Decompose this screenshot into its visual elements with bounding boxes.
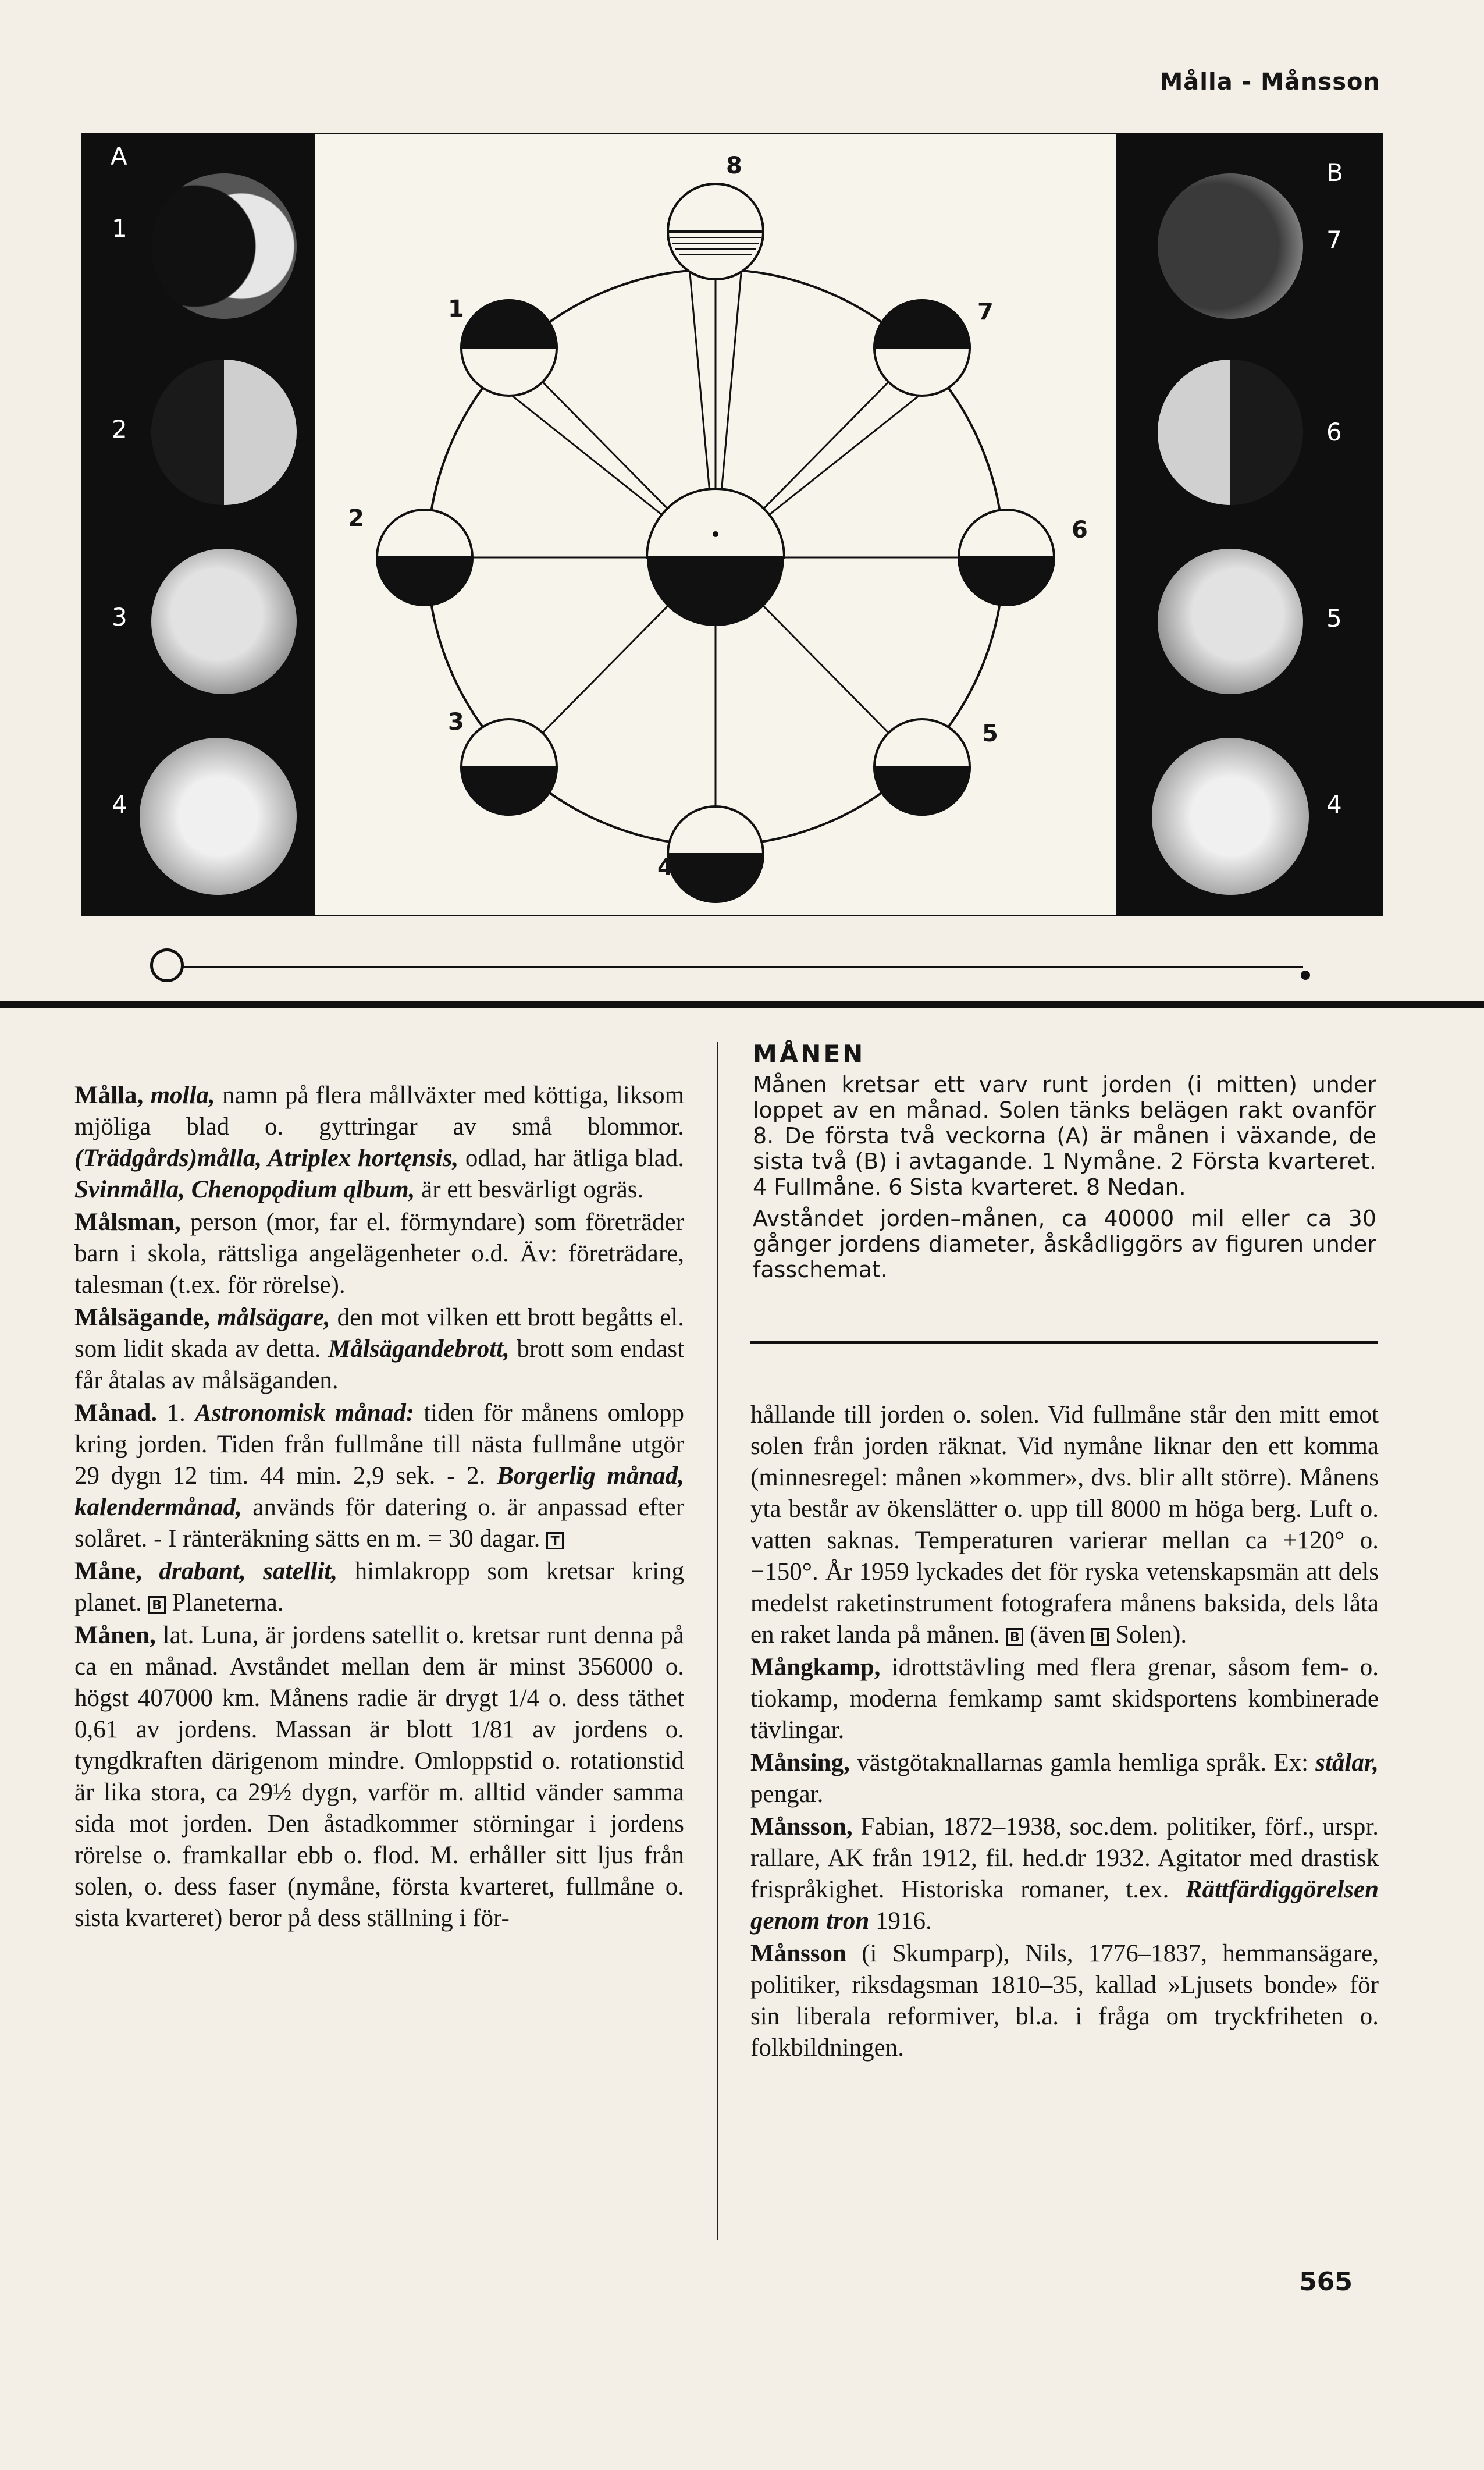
- entry-italic: drabant, satellit,: [159, 1558, 338, 1585]
- entry-term: Målsman,: [74, 1209, 181, 1236]
- entry-mane: [74, 1556, 684, 1619]
- entry-text: (även: [1030, 1621, 1086, 1648]
- entry-italic: stålar,: [1315, 1749, 1379, 1776]
- caption-heading: MÅNEN: [753, 1040, 866, 1068]
- entry-manad: [74, 1398, 684, 1555]
- column-divider: [717, 1042, 718, 2240]
- moon-photo-new: [151, 173, 297, 319]
- scale-moon-icon: [1301, 971, 1310, 980]
- orbit-svg: [314, 133, 1117, 916]
- entry-text: är ett besvärligt ogräs.: [421, 1176, 644, 1203]
- panel-a-label: A: [111, 142, 127, 170]
- moon-photo-waning-crescent: [1158, 173, 1303, 319]
- scale-earth-icon: [150, 948, 184, 982]
- moon-photo-first-quarter: [151, 360, 297, 505]
- entry-manen-continued: [750, 1399, 1379, 1651]
- entry-text: tiden för månens omlopp kring jorden. Tiden från fullmåne till nästa fullmåne utgör 29 dygn 12 tim. 44 min. 2,9 sek. - 2.: [74, 1399, 685, 1490]
- right-column: [750, 1399, 1379, 2065]
- picture-ref-icon: B: [1091, 1628, 1109, 1646]
- entry-term: Mångkamp,: [750, 1654, 881, 1681]
- diagram-number: 2: [348, 505, 364, 532]
- picture-ref-icon: B: [148, 1596, 166, 1614]
- panel-b-number: 5: [1326, 604, 1342, 632]
- caption-paragraph: Avståndet jorden–månen, ca 40000 mil eller ca 30 gånger jordens diameter, åskådliggörs av figuren under fasschemat.: [753, 1206, 1376, 1282]
- moon-phase-diagram: [314, 133, 1117, 916]
- entry-malsagande: [74, 1302, 684, 1396]
- moon-photos-panel-b: [1117, 133, 1383, 916]
- figure-caption: [753, 1042, 1376, 1288]
- entry-text: 1.: [166, 1399, 186, 1427]
- entry-text: hållande till jorden o. solen. Vid fullmåne står den mitt emot solen från jorden räknat. Vid nymåne liknar den ett komma (minnesregel: månen »kommer», dvs. blir allt större). Månens yta består av ökenslätter o. upp till 8000 m höga berg. Luft o. vatten saknas. Temperaturen varierar mellan ca +120° o. −150°. År 1959 lyckades det för ryska vetenskapsmän att dels medelst raketinstrument fotografera månens baksida, dels låta en raket landa på månen.: [750, 1401, 1379, 1648]
- entry-italic: Astronomisk månad:: [194, 1399, 415, 1427]
- panel-a-number: 3: [112, 603, 127, 631]
- entry-manen: [74, 1620, 684, 1934]
- entry-italic: (Trädgårds)målla, Atriplex hortęnsis,: [74, 1145, 459, 1172]
- caption-rule: [750, 1341, 1378, 1344]
- entry-text: person (mor, far el. förmyndare) som företräder barn i skola, rättsliga angelägenheter o.d. Äv: företrädare, talesman (t.ex. för rörelse).: [74, 1209, 684, 1299]
- entry-text: lat. Luna, är jordens satellit o. kretsar runt denna på ca en månad. Avståndet mellan dem är minst 356000 o. högst 407000 km. Månens radie är drygt 1/4 o. dess täthet 0,61 av jordens. Massan är blott 1/81 av jordens o. tyngdkraften därigenom mindre. Omloppstid o. rotationstid är lika stora, ca 29½ dygn, varför m. alltid vänder samma sida mot jorden. Den åstadkommer störningar i jordens rörelse o. framkallar ebb o. flod. M. erhåller sitt ljus från solen, o. dess faser (nymåne, första kvarteret, fullmåne o. sista kvarteret) beror på dess ställning i för-: [74, 1622, 684, 1932]
- entry-text: namn på flera mållväxter med köttiga, liksom mjöliga blad o. gyttringar av små blommor.: [74, 1082, 685, 1140]
- entry-term: Månsson,: [750, 1813, 853, 1840]
- entry-italic: Målsägandebrott,: [328, 1335, 510, 1363]
- entry-term: Måne,: [74, 1558, 142, 1585]
- table-ref-icon: T: [546, 1532, 564, 1549]
- entry-italic: Svinmålla, Chenopǫdium ąlbum,: [74, 1176, 415, 1203]
- entry-term: Målla,: [74, 1082, 144, 1109]
- figure-bottom-rule: [0, 1001, 1484, 1008]
- panel-b-label: B: [1326, 158, 1343, 187]
- moon-photo-full: [140, 738, 297, 895]
- entry-mansson-nils: [750, 1938, 1379, 2064]
- entry-text: 1916.: [876, 1907, 932, 1935]
- diagram-number: 1: [448, 296, 464, 322]
- entry-text: Planeterna.: [172, 1589, 284, 1616]
- entry-italic: Rättfärdiggörelsen genom tron: [750, 1876, 1379, 1935]
- entry-text: (i Skumparp), Nils, 1776–1837, hemmansägare, politiker, riksdagsman 1810–35, kallad »Ljusets bonde» för sin liberala reformiver, bl.a. i fråga om tryckfriheten o. folkbildningen.: [750, 1940, 1379, 2062]
- entry-text: idrottstävling med flera grenar, såsom fem- o. tiokamp, moderna femkamp samt skidsportens kombinerade tävlingar.: [750, 1654, 1379, 1744]
- panel-a-number: 1: [112, 214, 127, 243]
- panel-b-number: 7: [1326, 226, 1342, 254]
- panel-a-number: 4: [112, 790, 127, 819]
- left-column: [74, 1080, 684, 1935]
- entry-malla: [74, 1080, 684, 1206]
- moon-photo-waning-gibbous: [1158, 549, 1303, 694]
- distance-scale-line: [169, 966, 1303, 968]
- entry-text: himlakropp som kretsar kring planet.: [74, 1558, 685, 1616]
- entry-text: västgötaknallarnas gamla hemliga språk. Ex:: [857, 1749, 1309, 1776]
- panel-b-number: 4: [1326, 790, 1342, 819]
- entry-text: Solen).: [1115, 1621, 1187, 1648]
- moon-photo-full-b: [1152, 738, 1309, 895]
- entry-italic: Borgerlig månad, kalendermånad,: [74, 1462, 685, 1521]
- entry-italic: molla,: [150, 1082, 215, 1109]
- diagram-number: 6: [1072, 517, 1088, 543]
- entry-mansson-fabian: [750, 1811, 1379, 1937]
- entry-mansing: [750, 1747, 1379, 1810]
- entry-term: Månen,: [74, 1622, 156, 1649]
- caption-paragraph: Månen kretsar ett varv runt jorden (i mitten) under loppet av en månad. Solen tänks belägen rakt ovanför 8. De första två veckorna (A) är månen i växande, de sista två (B) i avtagande. 1 Nymåne. 2 Första kvarteret. 4 Fullmåne. 6 Sista kvarteret. 8 Nedan.: [753, 1072, 1376, 1200]
- entry-italic: målsägare,: [216, 1304, 330, 1331]
- moon-photo-last-quarter: [1158, 360, 1303, 505]
- diagram-number: 8: [726, 152, 742, 179]
- moon-photo-waxing-gibbous: [151, 549, 297, 694]
- diagram-number: 4: [657, 854, 674, 881]
- entry-mangkamp: [750, 1652, 1379, 1746]
- entry-term: Målsägande,: [74, 1304, 210, 1331]
- diagram-number: 5: [982, 720, 998, 747]
- entry-text: används för datering o. är anpassad efter solåret. - I ränteräkning sätts en m. = 30 dagar.: [74, 1494, 685, 1552]
- entry-text: den mot vilken ett brott begåtts el. som lidit skada av detta.: [74, 1304, 684, 1363]
- entry-text: odlad, har ätliga blad.: [465, 1145, 685, 1172]
- entry-term: Månsing,: [750, 1749, 850, 1776]
- entry-text: brott som endast får åtalas av målsäganden.: [74, 1335, 685, 1394]
- panel-a-number: 2: [112, 415, 127, 443]
- picture-ref-icon: B: [1006, 1628, 1023, 1646]
- moon-photos-panel-a: [81, 133, 314, 916]
- diagram-number: 3: [448, 709, 464, 735]
- entry-term: Månsson: [750, 1940, 846, 1967]
- panel-b-number: 6: [1326, 418, 1342, 446]
- entry-term: Månad.: [74, 1399, 158, 1427]
- entry-text: pengar.: [750, 1780, 824, 1808]
- entry-text: Fabian, 1872–1938, soc.dem. politiker, förf., urspr. rallare, AK från 1912, fil. hed.dr 1932. Agitator med drastisk frispråkighet. Historiska romaner, t.ex.: [750, 1813, 1379, 1903]
- entry-malsman: [74, 1207, 684, 1301]
- diagram-number: 7: [977, 298, 994, 325]
- running-title: Målla - Månsson: [1159, 69, 1380, 95]
- page-number: 565: [1299, 2267, 1353, 2297]
